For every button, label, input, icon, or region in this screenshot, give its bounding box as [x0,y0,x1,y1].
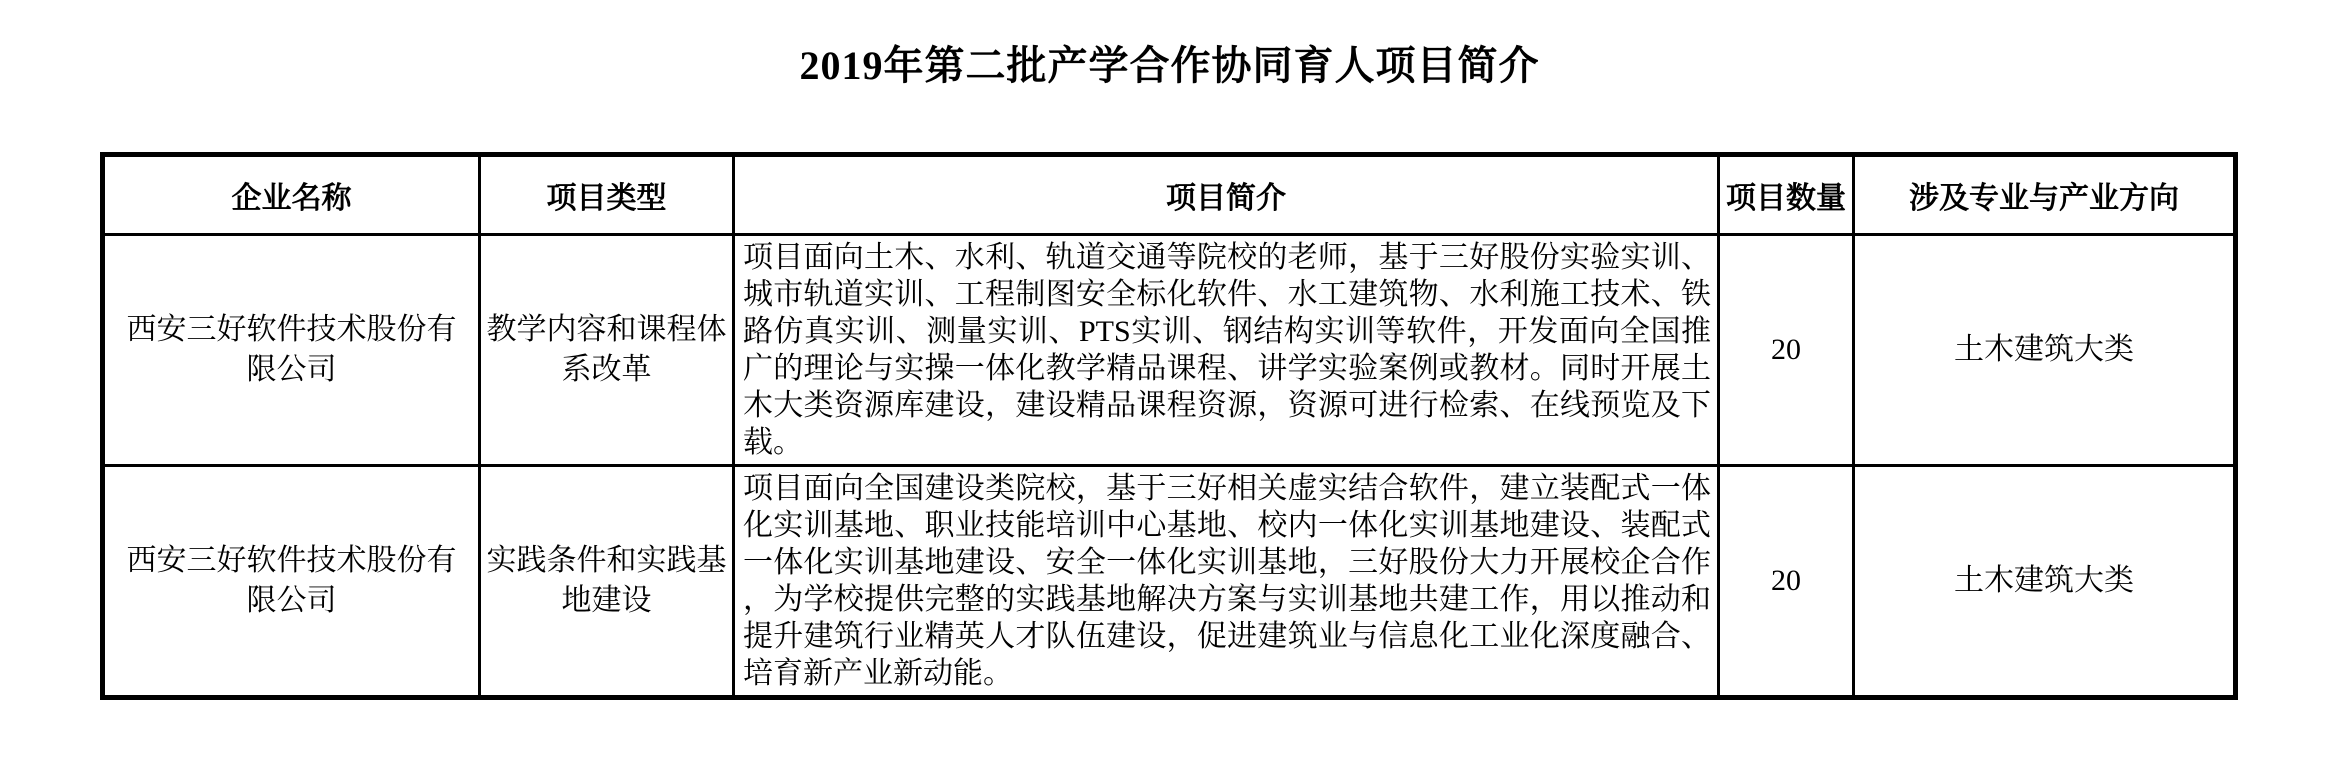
page-title: 2019年第二批产学合作协同育人项目简介 [799,43,1540,88]
major-direction-cell: 土木建筑大类 [1854,466,2236,698]
project-intro-cell: 项目面向土木、水利、轨道交通等院校的老师，基于三好股份实验实训、城市轨道实训、工程制图安全标化软件、水工建筑物、水利施工技术、铁路仿真实训、测量实训、PTS实训、钢结构实训等软件，开发面向全国推广的理论与实操一体化教学精品课程、讲学实验案例或教材。同时开展土木大类资源库建设，建设精品课程资源，资源可进行检索、在线预览及下载。 [734,235,1719,466]
table-row [103,466,2236,698]
header-project-quantity: 项目数量 [1719,155,1854,235]
projects-table [100,152,2238,700]
project-intro-cell: 项目面向全国建设类院校，基于三好相关虚实结合软件，建立装配式一体化实训基地、职业技能培训中心基地、校内一体化实训基地建设、装配式一体化实训基地建设、安全一体化实训基地，三好股份大力开展校企合作，为学校提供完整的实践基地解决方案与实训基地共建工作，用以推动和提升建筑行业精英人才队伍建设，促进建筑业与信息化工业化深度融合、培育新产业新动能。 [734,466,1719,698]
project-quantity-cell: 20 [1719,235,1854,466]
header-row [103,155,2236,235]
header-major-direction: 涉及专业与产业方向 [1854,155,2236,235]
header-company-name: 企业名称 [103,155,480,235]
company-name-cell: 西安三好软件技术股份有限公司 [103,235,480,466]
major-direction-cell: 土木建筑大类 [1854,235,2236,466]
company-name-cell: 西安三好软件技术股份有限公司 [103,466,480,698]
header-project-intro: 项目简介 [734,155,1719,235]
table-row [103,235,2236,466]
project-quantity-cell: 20 [1719,466,1854,698]
header-project-type: 项目类型 [480,155,734,235]
project-type-cell: 实践条件和实践基地建设 [480,466,734,698]
project-type-cell: 教学内容和课程体系改革 [480,235,734,466]
